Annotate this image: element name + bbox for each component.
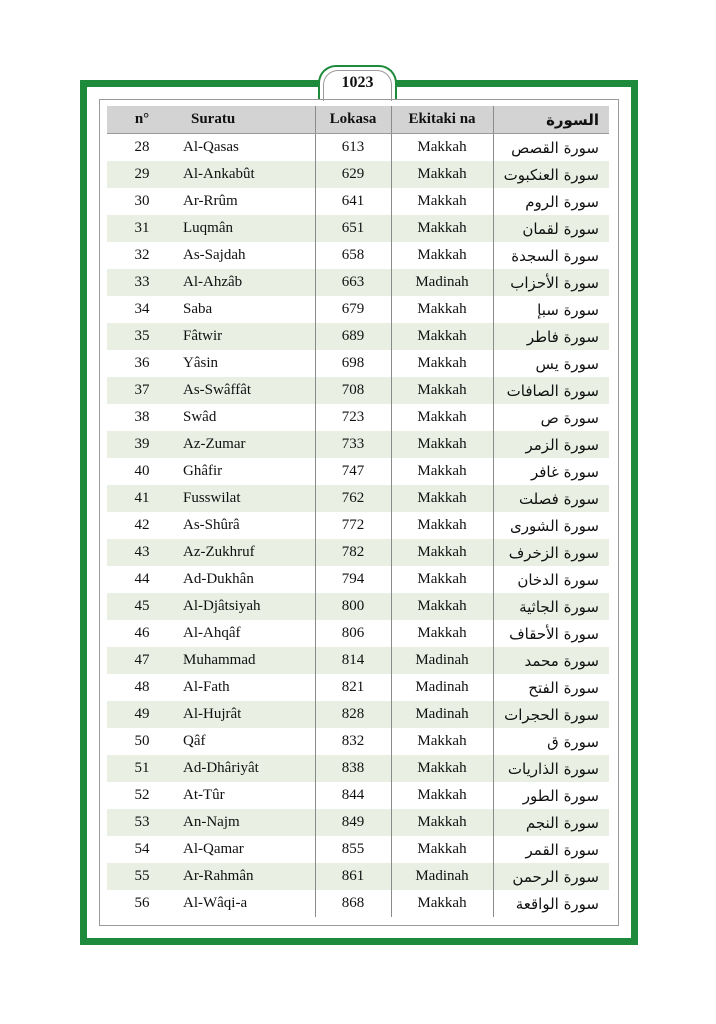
table-row [107, 485, 609, 512]
cell-arabic-name: سورة فصلت [493, 485, 609, 512]
cell-surah-name: Ad-Dhâriyât [177, 755, 315, 782]
cell-arabic-name: سورة فاطر [493, 323, 609, 350]
cell-revealed-in: Makkah [391, 323, 493, 350]
cell-revealed-in: Makkah [391, 728, 493, 755]
cell-number: 30 [134, 193, 150, 209]
cell-location: 651 [315, 215, 391, 242]
cell-surah-name: Al-Hujrât [177, 701, 315, 728]
cell-number: 41 [107, 485, 177, 512]
cell-revealed-in: Makkah [391, 161, 493, 188]
page-number: 1023 [341, 74, 374, 91]
header-surah-name: Suratu [177, 106, 315, 134]
cell-location: 663 [315, 269, 391, 296]
cell-arabic-name: سورة يس [493, 350, 609, 377]
table-row [107, 701, 609, 728]
cell-surah-name: As-Swâffât [177, 377, 315, 404]
cell-revealed-in: Madinah [391, 701, 493, 728]
table-row [107, 728, 609, 755]
header-arabic-name: السورة [493, 106, 609, 134]
cell-location: 658 [315, 242, 391, 269]
cell-surah-name: Al-Wâqi-a [183, 895, 248, 911]
cell-number: 28 [134, 139, 150, 155]
cell-number: 51 [107, 755, 177, 782]
cell-arabic-name: سورة الزخرف [493, 539, 609, 566]
cell-revealed-in: Makkah [391, 512, 493, 539]
cell-revealed-in: Makkah [391, 350, 493, 377]
header-revealed-in: Ekitaki na [391, 106, 493, 134]
cell-revealed-in: Makkah [391, 377, 493, 404]
table-body [107, 134, 609, 918]
cell-arabic-name: سورة الأحقاف [493, 620, 609, 647]
cell-arabic-name: سورة ق [493, 728, 609, 755]
page-number-tab [318, 65, 397, 99]
cell-revealed-in: Makkah [391, 296, 493, 323]
cell-arabic-name: سورة الصافات [493, 377, 609, 404]
cell-surah-name: Al-Djâtsiyah [177, 593, 315, 620]
cell-revealed-in: Makkah [391, 836, 493, 863]
cell-number: 54 [134, 841, 150, 857]
cell-arabic-name: سورة لقمان [493, 215, 609, 242]
cell-revealed-in: Makkah [391, 188, 493, 215]
cell-location: 832 [315, 728, 391, 755]
cell-revealed-in: Makkah [391, 782, 493, 809]
cell-location: 772 [315, 512, 391, 539]
cell-arabic-name: سورة الأحزاب [493, 269, 609, 296]
cell-revealed-in: Makkah [391, 566, 493, 593]
cell-revealed-in: Makkah [391, 242, 493, 269]
cell-surah-name: Al-Ankabût [177, 161, 315, 188]
table-row [107, 161, 609, 188]
cell-location: 838 [315, 755, 391, 782]
cell-revealed-in: Madinah [391, 674, 493, 701]
table-row [107, 863, 609, 890]
cell-location: 814 [315, 647, 391, 674]
cell-revealed-in: Makkah [391, 890, 493, 917]
table-row [107, 269, 609, 296]
cell-surah-name: Al-Qasas [183, 139, 239, 155]
cell-number: 40 [134, 463, 150, 479]
cell-arabic-name: سورة النجم [493, 809, 609, 836]
cell-arabic-name: سورة الواقعة [493, 890, 609, 917]
cell-revealed-in: Makkah [391, 485, 493, 512]
cell-location: 679 [315, 296, 391, 323]
cell-surah-name: At-Tûr [183, 787, 225, 803]
cell-location: 689 [315, 323, 391, 350]
cell-number: 37 [107, 377, 177, 404]
cell-arabic-name: سورة ص [493, 404, 609, 431]
cell-arabic-name: سورة محمد [493, 647, 609, 674]
cell-surah-name: Muhammad [177, 647, 315, 674]
cell-arabic-name: سورة العنكبوت [493, 161, 609, 188]
cell-surah-name: Al-Ahqâf [183, 625, 241, 641]
cell-number: 39 [107, 431, 177, 458]
cell-surah-name: An-Najm [177, 809, 315, 836]
cell-revealed-in: Makkah [391, 215, 493, 242]
cell-location: 828 [315, 701, 391, 728]
table-row [107, 134, 609, 162]
cell-number: 49 [107, 701, 177, 728]
cell-location: 723 [315, 404, 391, 431]
table-row [107, 188, 609, 215]
cell-arabic-name: سورة الزمر [493, 431, 609, 458]
cell-revealed-in: Makkah [391, 134, 493, 162]
table-row [107, 809, 609, 836]
cell-revealed-in: Makkah [391, 593, 493, 620]
cell-arabic-name: سورة القمر [493, 836, 609, 863]
cell-surah-name: Ghâfir [183, 463, 223, 479]
cell-location: 800 [315, 593, 391, 620]
table-row [107, 215, 609, 242]
cell-surah-name: As-Shûrâ [183, 517, 240, 533]
cell-arabic-name: سورة السجدة [493, 242, 609, 269]
cell-surah-name: Ar-Rrûm [183, 193, 238, 209]
cell-number: 32 [134, 247, 150, 263]
cell-location: 794 [315, 566, 391, 593]
cell-arabic-name: سورة سبإ [493, 296, 609, 323]
cell-arabic-name: سورة الدخان [493, 566, 609, 593]
cell-surah-name: Ad-Dukhân [183, 571, 254, 587]
table-row [107, 377, 609, 404]
cell-surah-name: Az-Zumar [177, 431, 315, 458]
cell-location: 698 [315, 350, 391, 377]
cell-revealed-in: Madinah [391, 269, 493, 296]
cell-number: 36 [134, 355, 150, 371]
table-row [107, 431, 609, 458]
cell-number: 48 [134, 679, 150, 695]
cell-location: 629 [315, 161, 391, 188]
cell-surah-name: Yâsin [183, 355, 218, 371]
cell-arabic-name: سورة الشورى [493, 512, 609, 539]
cell-arabic-name: سورة الروم [493, 188, 609, 215]
table-row [107, 674, 609, 701]
cell-revealed-in: Makkah [391, 809, 493, 836]
table-row [107, 242, 609, 269]
cell-surah-name: Fâtwir [177, 323, 315, 350]
cell-number: 45 [107, 593, 177, 620]
cell-number: 31 [107, 215, 177, 242]
cell-revealed-in: Makkah [391, 539, 493, 566]
cell-location: 762 [315, 485, 391, 512]
cell-location: 821 [315, 674, 391, 701]
cell-surah-name: As-Sajdah [183, 247, 246, 263]
table-row [107, 350, 609, 377]
cell-location: 849 [315, 809, 391, 836]
cell-location: 613 [315, 134, 391, 162]
cell-revealed-in: Madinah [391, 647, 493, 674]
cell-location: 641 [315, 188, 391, 215]
cell-number: 34 [134, 301, 150, 317]
table-row [107, 890, 609, 917]
cell-number: 43 [107, 539, 177, 566]
table-row [107, 620, 609, 647]
table-row [107, 296, 609, 323]
cell-arabic-name: سورة الطور [493, 782, 609, 809]
cell-location: 844 [315, 782, 391, 809]
cell-surah-name: Fusswilat [177, 485, 315, 512]
cell-surah-name: Al-Qamar [183, 841, 244, 857]
cell-location: 782 [315, 539, 391, 566]
cell-location: 861 [315, 863, 391, 890]
cell-location: 747 [315, 458, 391, 485]
cell-location: 868 [315, 890, 391, 917]
cell-arabic-name: سورة الفتح [493, 674, 609, 701]
cell-surah-name: Saba [183, 301, 213, 317]
cell-arabic-name: سورة غافر [493, 458, 609, 485]
cell-number: 35 [107, 323, 177, 350]
cell-number: 38 [134, 409, 150, 425]
cell-number: 44 [134, 571, 150, 587]
cell-surah-name: Al-Fath [183, 679, 230, 695]
table-row [107, 593, 609, 620]
cell-location: 855 [315, 836, 391, 863]
cell-number: 47 [107, 647, 177, 674]
cell-location: 708 [315, 377, 391, 404]
table-row [107, 512, 609, 539]
cell-revealed-in: Makkah [391, 458, 493, 485]
cell-revealed-in: Madinah [391, 863, 493, 890]
cell-location: 806 [315, 620, 391, 647]
cell-revealed-in: Makkah [391, 431, 493, 458]
cell-number: 33 [107, 269, 177, 296]
header-location: Lokasa [315, 106, 391, 134]
table-row [107, 458, 609, 485]
table-row [107, 782, 609, 809]
table-row [107, 755, 609, 782]
table-row [107, 323, 609, 350]
cell-number: 29 [107, 161, 177, 188]
table-row [107, 836, 609, 863]
cell-surah-name: Qâf [183, 733, 206, 749]
cell-location: 733 [315, 431, 391, 458]
cell-arabic-name: سورة الرحمن [493, 863, 609, 890]
cell-surah-name: Swâd [183, 409, 217, 425]
cell-number: 52 [134, 787, 150, 803]
cell-surah-name: Al-Ahzâb [177, 269, 315, 296]
table-header-row [107, 106, 609, 134]
header-number: n° [107, 106, 177, 134]
cell-arabic-name: سورة الجاثية [493, 593, 609, 620]
table-row [107, 566, 609, 593]
cell-arabic-name: سورة الحجرات [493, 701, 609, 728]
cell-number: 53 [107, 809, 177, 836]
cell-surah-name: Luqmân [177, 215, 315, 242]
table-row [107, 539, 609, 566]
cell-number: 50 [134, 733, 150, 749]
cell-arabic-name: سورة الذاريات [493, 755, 609, 782]
surah-table [107, 106, 609, 917]
cell-revealed-in: Makkah [391, 755, 493, 782]
cell-number: 56 [134, 895, 150, 911]
table-row [107, 404, 609, 431]
cell-surah-name: Ar-Rahmân [177, 863, 315, 890]
cell-number: 55 [107, 863, 177, 890]
cell-number: 42 [134, 517, 150, 533]
cell-revealed-in: Makkah [391, 620, 493, 647]
cell-revealed-in: Makkah [391, 404, 493, 431]
cell-surah-name: Az-Zukhruf [177, 539, 315, 566]
table-row [107, 647, 609, 674]
cell-number: 46 [134, 625, 150, 641]
cell-arabic-name: سورة القصص [493, 134, 609, 162]
